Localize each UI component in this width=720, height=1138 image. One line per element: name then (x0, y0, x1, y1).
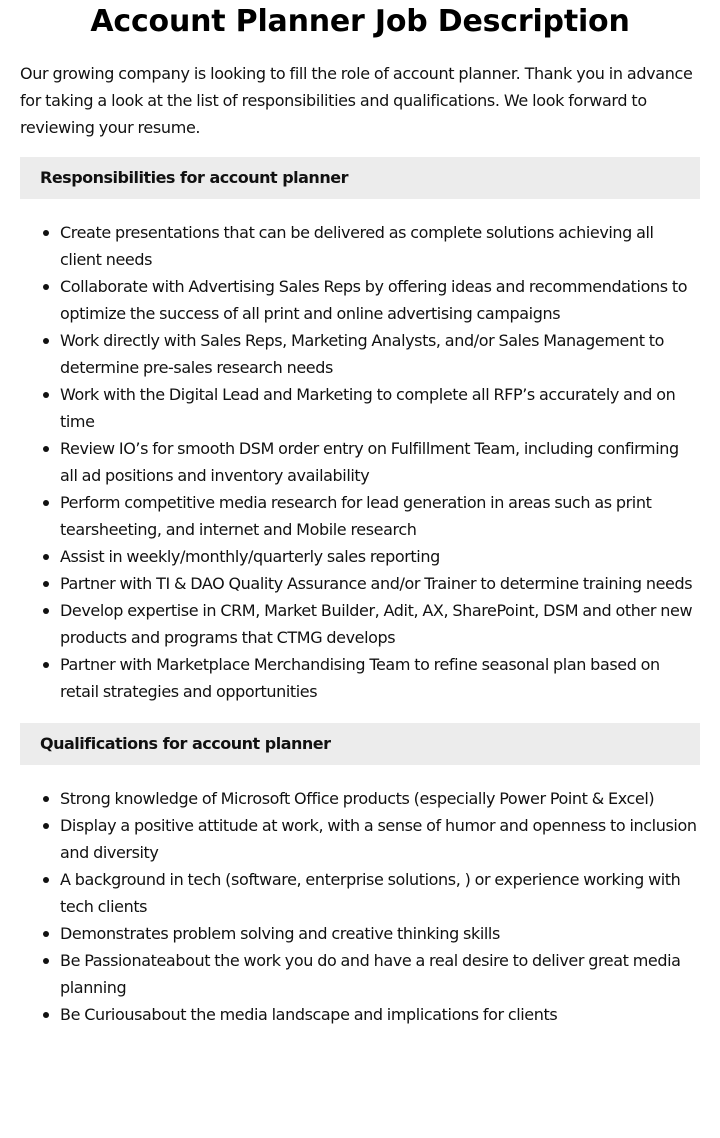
responsibility-item: Work with the Digital Lead and Marketing to complete all RFP’s accurately and on time (60, 381, 700, 435)
qualifications-heading: Qualifications for account planner (20, 723, 700, 765)
responsibility-item: Develop expertise in CRM, Market Builder, Adit, AX, SharePoint, DSM and other new products and programs that CTMG develops (60, 597, 700, 651)
responsibility-item: Create presentations that can be delivered as complete solutions achieving all client needs (60, 219, 700, 273)
responsibility-item: Partner with TI & DAO Quality Assurance and/or Trainer to determine training needs (60, 570, 700, 597)
responsibility-item: Work directly with Sales Reps, Marketing Analysts, and/or Sales Management to determine pre-sales research needs (60, 327, 700, 381)
responsibility-item: Collaborate with Advertising Sales Reps by offering ideas and recommendations to optimize the success of all print and online advertising campaigns (60, 273, 700, 327)
intro-paragraph: Our growing company is looking to fill the role of account planner. Thank you in advance for taking a look at the list of responsibilities and qualifications. We look forward to reviewing your resume. (20, 64, 693, 137)
qualification-item: Strong knowledge of Microsoft Office products (especially Power Point & Excel) (60, 785, 700, 812)
qualification-item: Be Curiousabout the media landscape and implications for clients (60, 1001, 700, 1028)
qualification-item: A background in tech (software, enterprise solutions, ) or experience working with tech clients (60, 866, 700, 920)
qualification-item: Be Passionateabout the work you do and have a real desire to deliver great media planning (60, 947, 700, 1001)
responsibility-item: Partner with Marketplace Merchandising Team to refine seasonal plan based on retail strategies and opportunities (60, 651, 700, 705)
responsibility-item: Assist in weekly/monthly/quarterly sales reporting (60, 543, 700, 570)
responsibilities-list (20, 219, 700, 705)
qualifications-list (20, 785, 700, 1028)
responsibilities-heading: Responsibilities for account planner (20, 157, 700, 199)
responsibility-item: Review IO’s for smooth DSM order entry on Fulfillment Team, including confirming all ad positions and inventory availability (60, 435, 700, 489)
page-title: Account Planner Job Description (90, 4, 630, 39)
responsibility-item: Perform competitive media research for lead generation in areas such as print tearsheeting, and internet and Mobile research (60, 489, 700, 543)
qualification-item: Display a positive attitude at work, with a sense of humor and openness to inclusion and diversity (60, 812, 700, 866)
qualification-item: Demonstrates problem solving and creative thinking skills (60, 920, 700, 947)
